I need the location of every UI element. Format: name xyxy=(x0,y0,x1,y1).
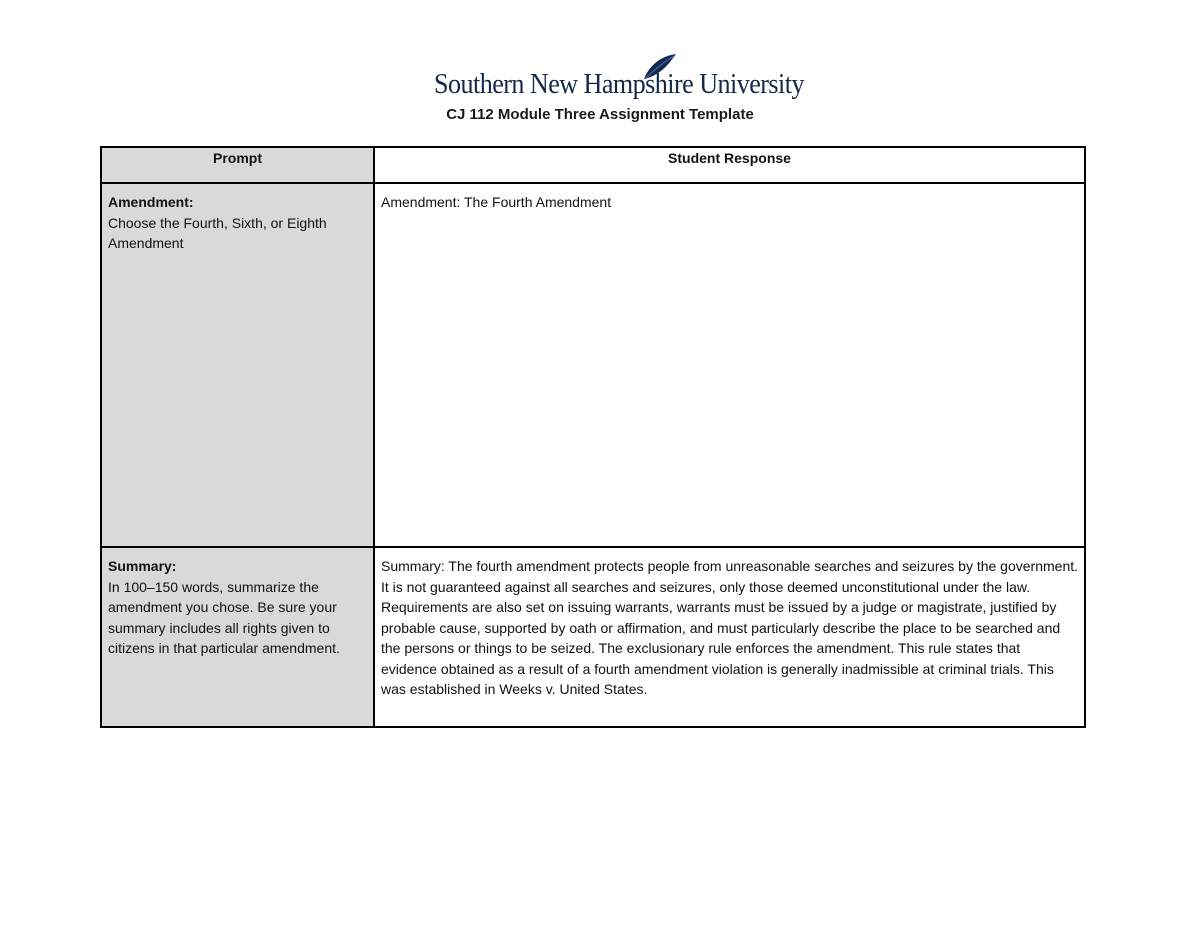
column-header-student-response: Student Response xyxy=(374,147,1085,183)
logo-text: Southern New Hampshire University xyxy=(434,68,804,100)
prompt-cell-summary xyxy=(101,547,374,727)
table-header-row xyxy=(101,147,1085,183)
leaf-icon xyxy=(642,52,678,82)
response-cell-summary: Summary: The fourth amendment protects people from unreasonable searches and seizures by the government. It is not guaranteed against all searches and seizures, only those deemed unconstitutional under the law. Requirements are also set on issuing warrants, warrants must be issued by a judge or magistrate, justified by probable cause, supported by oath or affirmation, and must particularly describe the place to be searched and the persons or things to be seized. The exclusionary rule enforces the amendment. This rule states that evidence obtained as a result of a fourth amendment violation is generally inadmissible at criminal trials. This was established in Weeks v. United States. xyxy=(374,547,1085,727)
prompt-label: Summary: xyxy=(108,558,177,574)
prompt-label: Amendment: xyxy=(108,194,194,210)
prompt-text: In 100–150 words, summarize the amendment you chose. Be sure your summary includes all rights given to citizens in that particular amendment. xyxy=(108,578,340,656)
response-cell-amendment: Amendment: The Fourth Amendment xyxy=(374,183,1085,547)
prompt-text: Choose the Fourth, Sixth, or Eighth Amendment xyxy=(108,214,327,251)
prompt-cell-amendment xyxy=(101,183,374,547)
assignment-table xyxy=(100,146,1086,728)
column-header-prompt: Prompt xyxy=(101,147,374,183)
university-logo xyxy=(434,52,804,104)
page-title: CJ 112 Module Three Assignment Template xyxy=(446,106,754,123)
table-row xyxy=(101,183,1085,547)
table-row xyxy=(101,547,1085,727)
